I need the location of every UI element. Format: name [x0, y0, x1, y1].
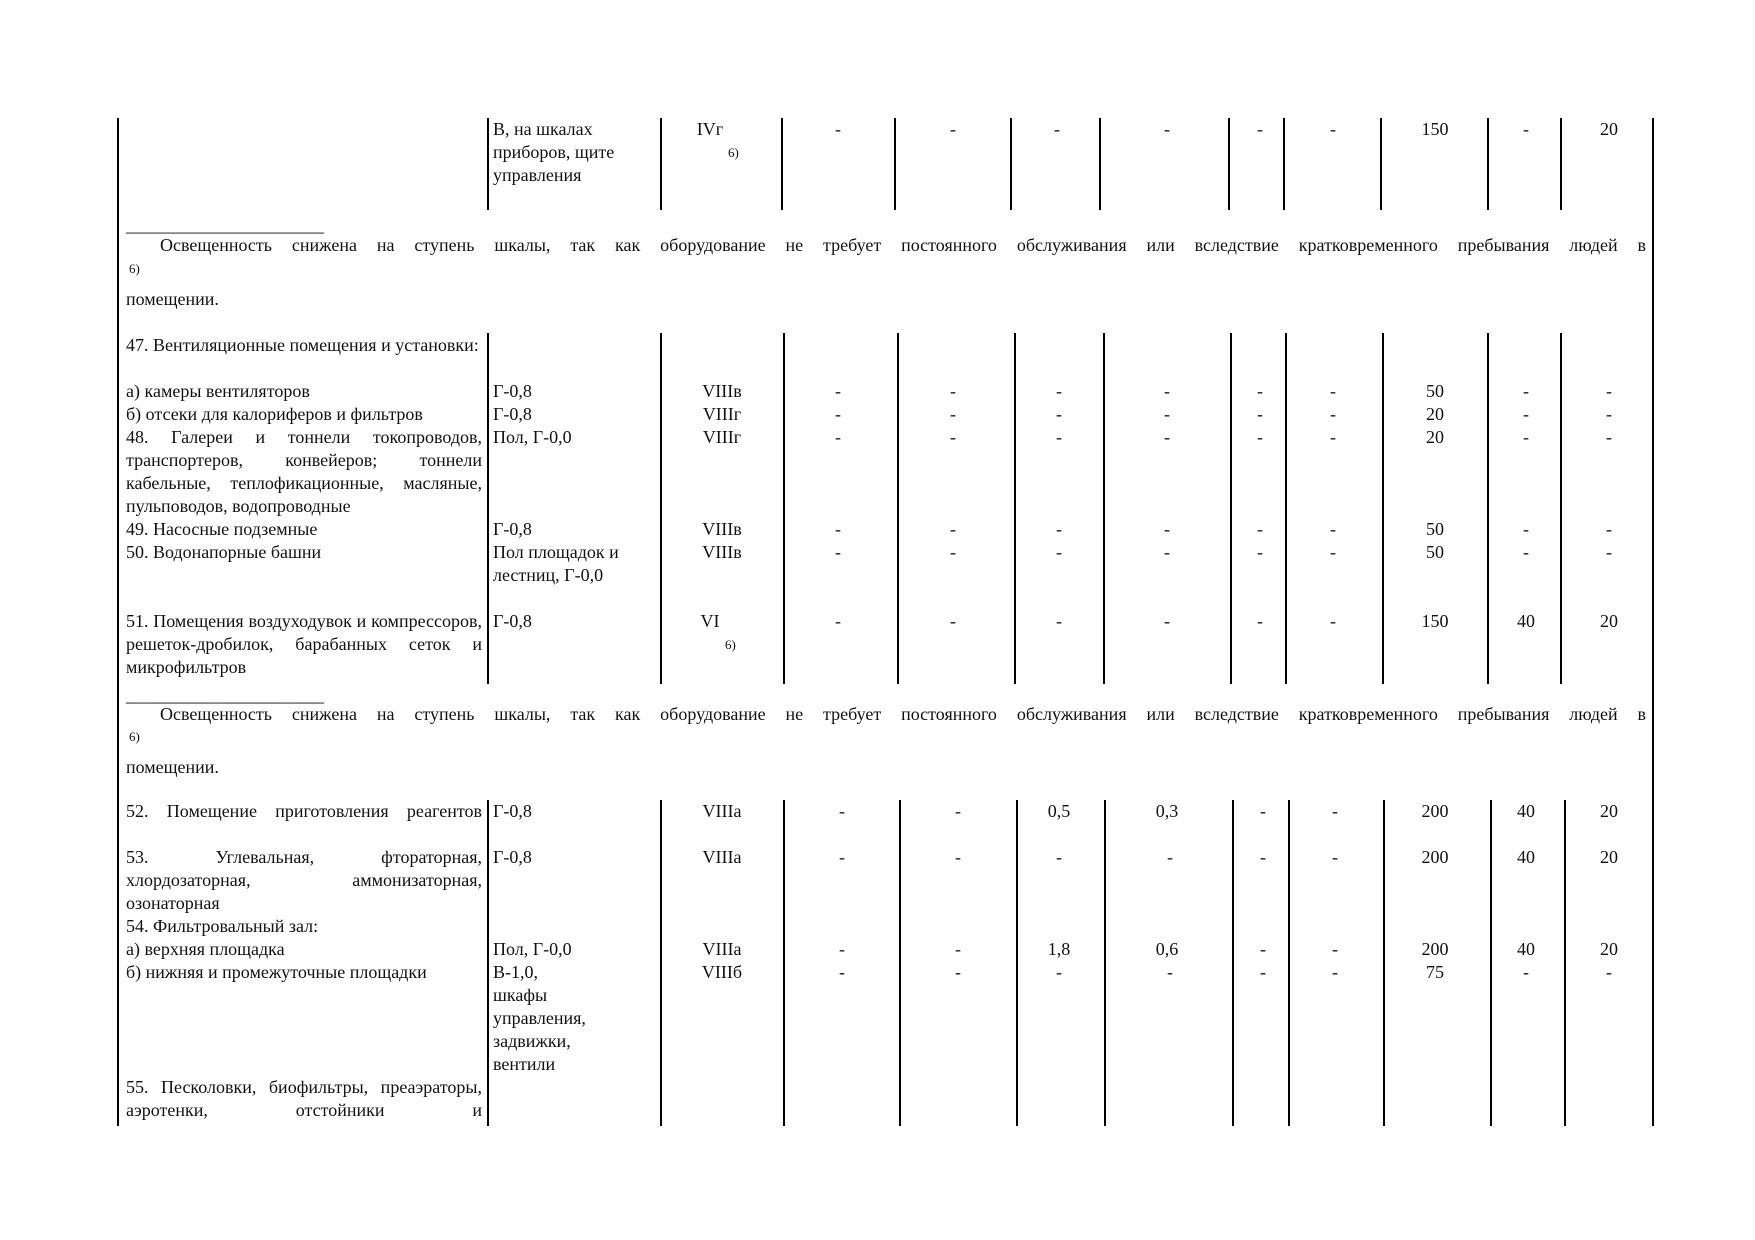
col-divider — [1380, 118, 1382, 210]
table-border-left — [117, 118, 119, 684]
value-cell: 150 — [1421, 611, 1449, 631]
value-cell: - — [950, 427, 956, 447]
footnote-separator: ______________________ — [126, 215, 324, 235]
value-cell: - — [1523, 404, 1529, 424]
category-cell: VI — [700, 611, 720, 631]
value-cell: - — [1330, 119, 1336, 139]
col-divider — [487, 118, 489, 210]
value-cell: 40 — [1517, 801, 1535, 821]
surface-cell: Г-0,8 — [493, 404, 532, 424]
row-desc: б) отсеки для калориферов и фильтров — [126, 404, 423, 424]
value-cell: - — [1056, 381, 1062, 401]
value-cell: - — [1164, 427, 1170, 447]
col-divider — [781, 118, 783, 210]
value-cell: - — [950, 519, 956, 539]
row-47-desc: 47. Вентиляционные помещения и установки: — [126, 335, 479, 355]
note-ref: 6) — [728, 145, 739, 160]
value-cell: - — [955, 962, 961, 982]
col-divider — [1382, 333, 1384, 684]
footnote-text-end: помещении. — [126, 289, 219, 309]
category-cell: VIIIв — [702, 519, 742, 539]
category-cell: VIIIг — [702, 427, 742, 447]
surface-cell: Г-0,8 — [493, 381, 532, 401]
value-cell: - — [1257, 542, 1263, 562]
value-cell: 40 — [1517, 847, 1535, 867]
col-divider — [1288, 800, 1290, 1126]
footnote-separator: ______________________ — [126, 685, 324, 705]
col-divider — [660, 800, 662, 1126]
col-divider — [1014, 333, 1016, 684]
footnote-text: Освещенность снижена на ступень шкалы, так как оборудование не требует постоянного обслуживания или вследствие кратковременного пребывания людей в — [160, 235, 1646, 255]
category-cell: VIIIа — [702, 939, 742, 959]
value-cell: - — [1164, 542, 1170, 562]
col-divider — [783, 800, 785, 1126]
value-cell: - — [1606, 542, 1612, 562]
value-cell: 0,6 — [1155, 939, 1179, 959]
value-cell: - — [1056, 427, 1062, 447]
col-divider — [660, 333, 662, 684]
row-desc: б) нижняя и промежуточные площадки — [126, 962, 427, 982]
value-cell: 20 — [1600, 847, 1618, 867]
value-cell: 20 — [1600, 611, 1618, 631]
value-cell: - — [835, 119, 841, 139]
value-cell: - — [835, 404, 841, 424]
value-cell: - — [1164, 119, 1170, 139]
value-cell: - — [1330, 404, 1336, 424]
value-cell: - — [1332, 939, 1338, 959]
col-divider — [487, 800, 489, 1126]
value-cell: - — [1332, 801, 1338, 821]
value-cell: 1,8 — [1047, 939, 1071, 959]
value-cell: - — [950, 381, 956, 401]
col-divider — [1560, 333, 1562, 684]
col-divider — [1228, 118, 1230, 210]
row-desc: а) камеры вентиляторов — [126, 381, 310, 401]
col-divider — [1283, 118, 1285, 210]
col-divider — [897, 333, 899, 684]
value-cell: - — [1257, 404, 1263, 424]
value-cell: - — [1056, 962, 1062, 982]
value-cell: - — [1260, 801, 1266, 821]
value-cell: - — [1523, 519, 1529, 539]
col-divider — [1487, 333, 1489, 684]
value-cell: - — [955, 939, 961, 959]
col-divider — [783, 333, 785, 684]
value-cell: 50 — [1426, 381, 1444, 401]
col-divider — [1104, 800, 1106, 1126]
value-cell: - — [835, 611, 841, 631]
col-divider — [1010, 118, 1012, 210]
value-cell: - — [1257, 119, 1263, 139]
value-cell: - — [1167, 847, 1173, 867]
value-cell: - — [1332, 847, 1338, 867]
surface-cell: Г-0,8 — [493, 847, 532, 867]
row-desc: 49. Насосные подземные — [126, 519, 318, 539]
footnote-text: Освещенность снижена на ступень шкалы, так как оборудование не требует постоянного обслуживания или вследствие кратковременного пребывания людей в — [160, 704, 1646, 724]
category-cell: VIIIв — [702, 542, 742, 562]
value-cell: - — [835, 381, 841, 401]
table-border-right — [1652, 796, 1654, 1126]
value-cell: - — [1523, 427, 1529, 447]
surface-cell: Пол площадок и лестниц, Г-0,0 — [493, 542, 619, 585]
value-cell: - — [1260, 939, 1266, 959]
col-divider — [1016, 800, 1018, 1126]
value-cell: 40 — [1517, 939, 1535, 959]
col-divider — [1232, 800, 1234, 1126]
value-cell: 200 — [1421, 801, 1449, 821]
value-cell: - — [1606, 427, 1612, 447]
value-cell: - — [1606, 962, 1612, 982]
value-cell: - — [835, 542, 841, 562]
value-cell: 75 — [1426, 962, 1444, 982]
row-desc: 51. Помещения воздуходувок и компрессоров, решеток-дробилок, барабанных сеток и микрофильтров — [126, 611, 482, 677]
value-cell: 50 — [1426, 519, 1444, 539]
category-cell: VIIIб — [701, 962, 743, 982]
value-cell: - — [1164, 611, 1170, 631]
col-divider — [660, 118, 662, 210]
value-cell: - — [1330, 427, 1336, 447]
row-54-desc: 54. Фильтровальный зал: — [126, 916, 319, 936]
col-divider — [1230, 333, 1232, 684]
value-cell: - — [835, 427, 841, 447]
col-divider — [1383, 800, 1385, 1126]
value-cell: - — [1330, 381, 1336, 401]
value-cell: - — [1606, 381, 1612, 401]
value-cell: - — [839, 962, 845, 982]
category-cell: VIIIа — [702, 801, 742, 821]
row-desc: 52. Помещение приготовления реагентов — [126, 801, 482, 821]
value-cell: - — [1257, 427, 1263, 447]
category-cell: VIIIа — [702, 847, 742, 867]
value-cell: - — [1164, 404, 1170, 424]
value-cell: - — [1330, 542, 1336, 562]
value-cell: 150 — [1421, 119, 1449, 139]
value-cell: - — [839, 801, 845, 821]
value-cell: - — [1523, 542, 1529, 562]
table-border-right — [1652, 118, 1654, 684]
value-cell: - — [1260, 847, 1266, 867]
value-cell: 50 — [1426, 542, 1444, 562]
col-divider — [894, 118, 896, 210]
value-cell: - — [1332, 962, 1338, 982]
surface-cell: Г-0,8 — [493, 611, 532, 631]
note-ref: 6) — [725, 637, 736, 652]
value-cell: 0,5 — [1047, 801, 1071, 821]
col-divider — [1490, 800, 1492, 1126]
footnote-ref: 6) — [129, 261, 140, 276]
value-cell: 40 — [1517, 611, 1535, 631]
value-cell: 20 — [1426, 404, 1444, 424]
value-cell: - — [835, 519, 841, 539]
row-desc: 53. Углевальная, фтораторная, хлордозаторная, аммонизаторная, озонаторная — [126, 847, 482, 913]
row-desc: 50. Водонапорные башни — [126, 542, 322, 562]
surface-cell: В, на шкалах приборов, щите управления — [493, 119, 615, 185]
value-cell: - — [1164, 381, 1170, 401]
value-cell: - — [950, 404, 956, 424]
value-cell: - — [1257, 519, 1263, 539]
value-cell: - — [839, 847, 845, 867]
value-cell: 0,3 — [1155, 801, 1179, 821]
value-cell: - — [1330, 611, 1336, 631]
category-cell: VIIIг — [702, 404, 742, 424]
table-border-left — [117, 684, 119, 1126]
value-cell: - — [1056, 519, 1062, 539]
col-divider — [1487, 118, 1489, 210]
value-cell: 200 — [1421, 847, 1449, 867]
surface-cell: Пол, Г-0,0 — [493, 939, 572, 959]
value-cell: 20 — [1600, 939, 1618, 959]
value-cell: - — [955, 801, 961, 821]
value-cell: - — [1056, 404, 1062, 424]
col-divider — [1564, 800, 1566, 1126]
value-cell: 20 — [1426, 427, 1444, 447]
value-cell: - — [1056, 542, 1062, 562]
col-divider — [1103, 333, 1105, 684]
value-cell: - — [955, 847, 961, 867]
surface-cell: Г-0,8 — [493, 519, 532, 539]
value-cell: - — [950, 542, 956, 562]
value-cell: - — [1056, 611, 1062, 631]
category-cell: IVг — [696, 119, 724, 139]
value-cell: - — [1330, 519, 1336, 539]
row-55-desc: 55. Песколовки, биофильтры, преаэраторы, аэротенки, отстойники и — [126, 1077, 482, 1120]
value-cell: - — [1054, 119, 1060, 139]
value-cell: - — [1257, 381, 1263, 401]
value-cell: - — [1523, 962, 1529, 982]
surface-cell: В-1,0, шкафы управления, задвижки, вентили — [493, 962, 586, 1074]
value-cell: - — [1606, 519, 1612, 539]
footnote-text-end: помещении. — [126, 757, 219, 777]
surface-cell: Пол, Г-0,0 — [493, 427, 572, 447]
value-cell: - — [1523, 381, 1529, 401]
value-cell: - — [839, 939, 845, 959]
value-cell: - — [1056, 847, 1062, 867]
col-divider — [899, 800, 901, 1126]
value-cell: 20 — [1600, 119, 1618, 139]
footnote-ref: 6) — [129, 729, 140, 744]
value-cell: - — [1164, 519, 1170, 539]
surface-cell: Г-0,8 — [493, 801, 532, 821]
value-cell: - — [1257, 611, 1263, 631]
row-desc: 48. Галереи и тоннели токопроводов, транспортеров, конвейеров; тоннели кабельные, теплофикационные, масляные, пульповодов, водопроводные — [126, 427, 482, 516]
value-cell: - — [1167, 962, 1173, 982]
value-cell: 200 — [1421, 939, 1449, 959]
row-desc: а) верхняя площадка — [126, 939, 285, 959]
table-border-right — [1652, 684, 1654, 796]
value-cell: 20 — [1600, 801, 1618, 821]
value-cell: - — [950, 119, 956, 139]
value-cell: - — [950, 611, 956, 631]
col-divider — [1560, 118, 1562, 210]
col-divider — [487, 333, 489, 684]
value-cell: - — [1523, 119, 1529, 139]
value-cell: - — [1606, 404, 1612, 424]
value-cell: - — [1260, 962, 1266, 982]
col-divider — [1099, 118, 1101, 210]
category-cell: VIIIв — [702, 381, 742, 401]
col-divider — [1285, 333, 1287, 684]
